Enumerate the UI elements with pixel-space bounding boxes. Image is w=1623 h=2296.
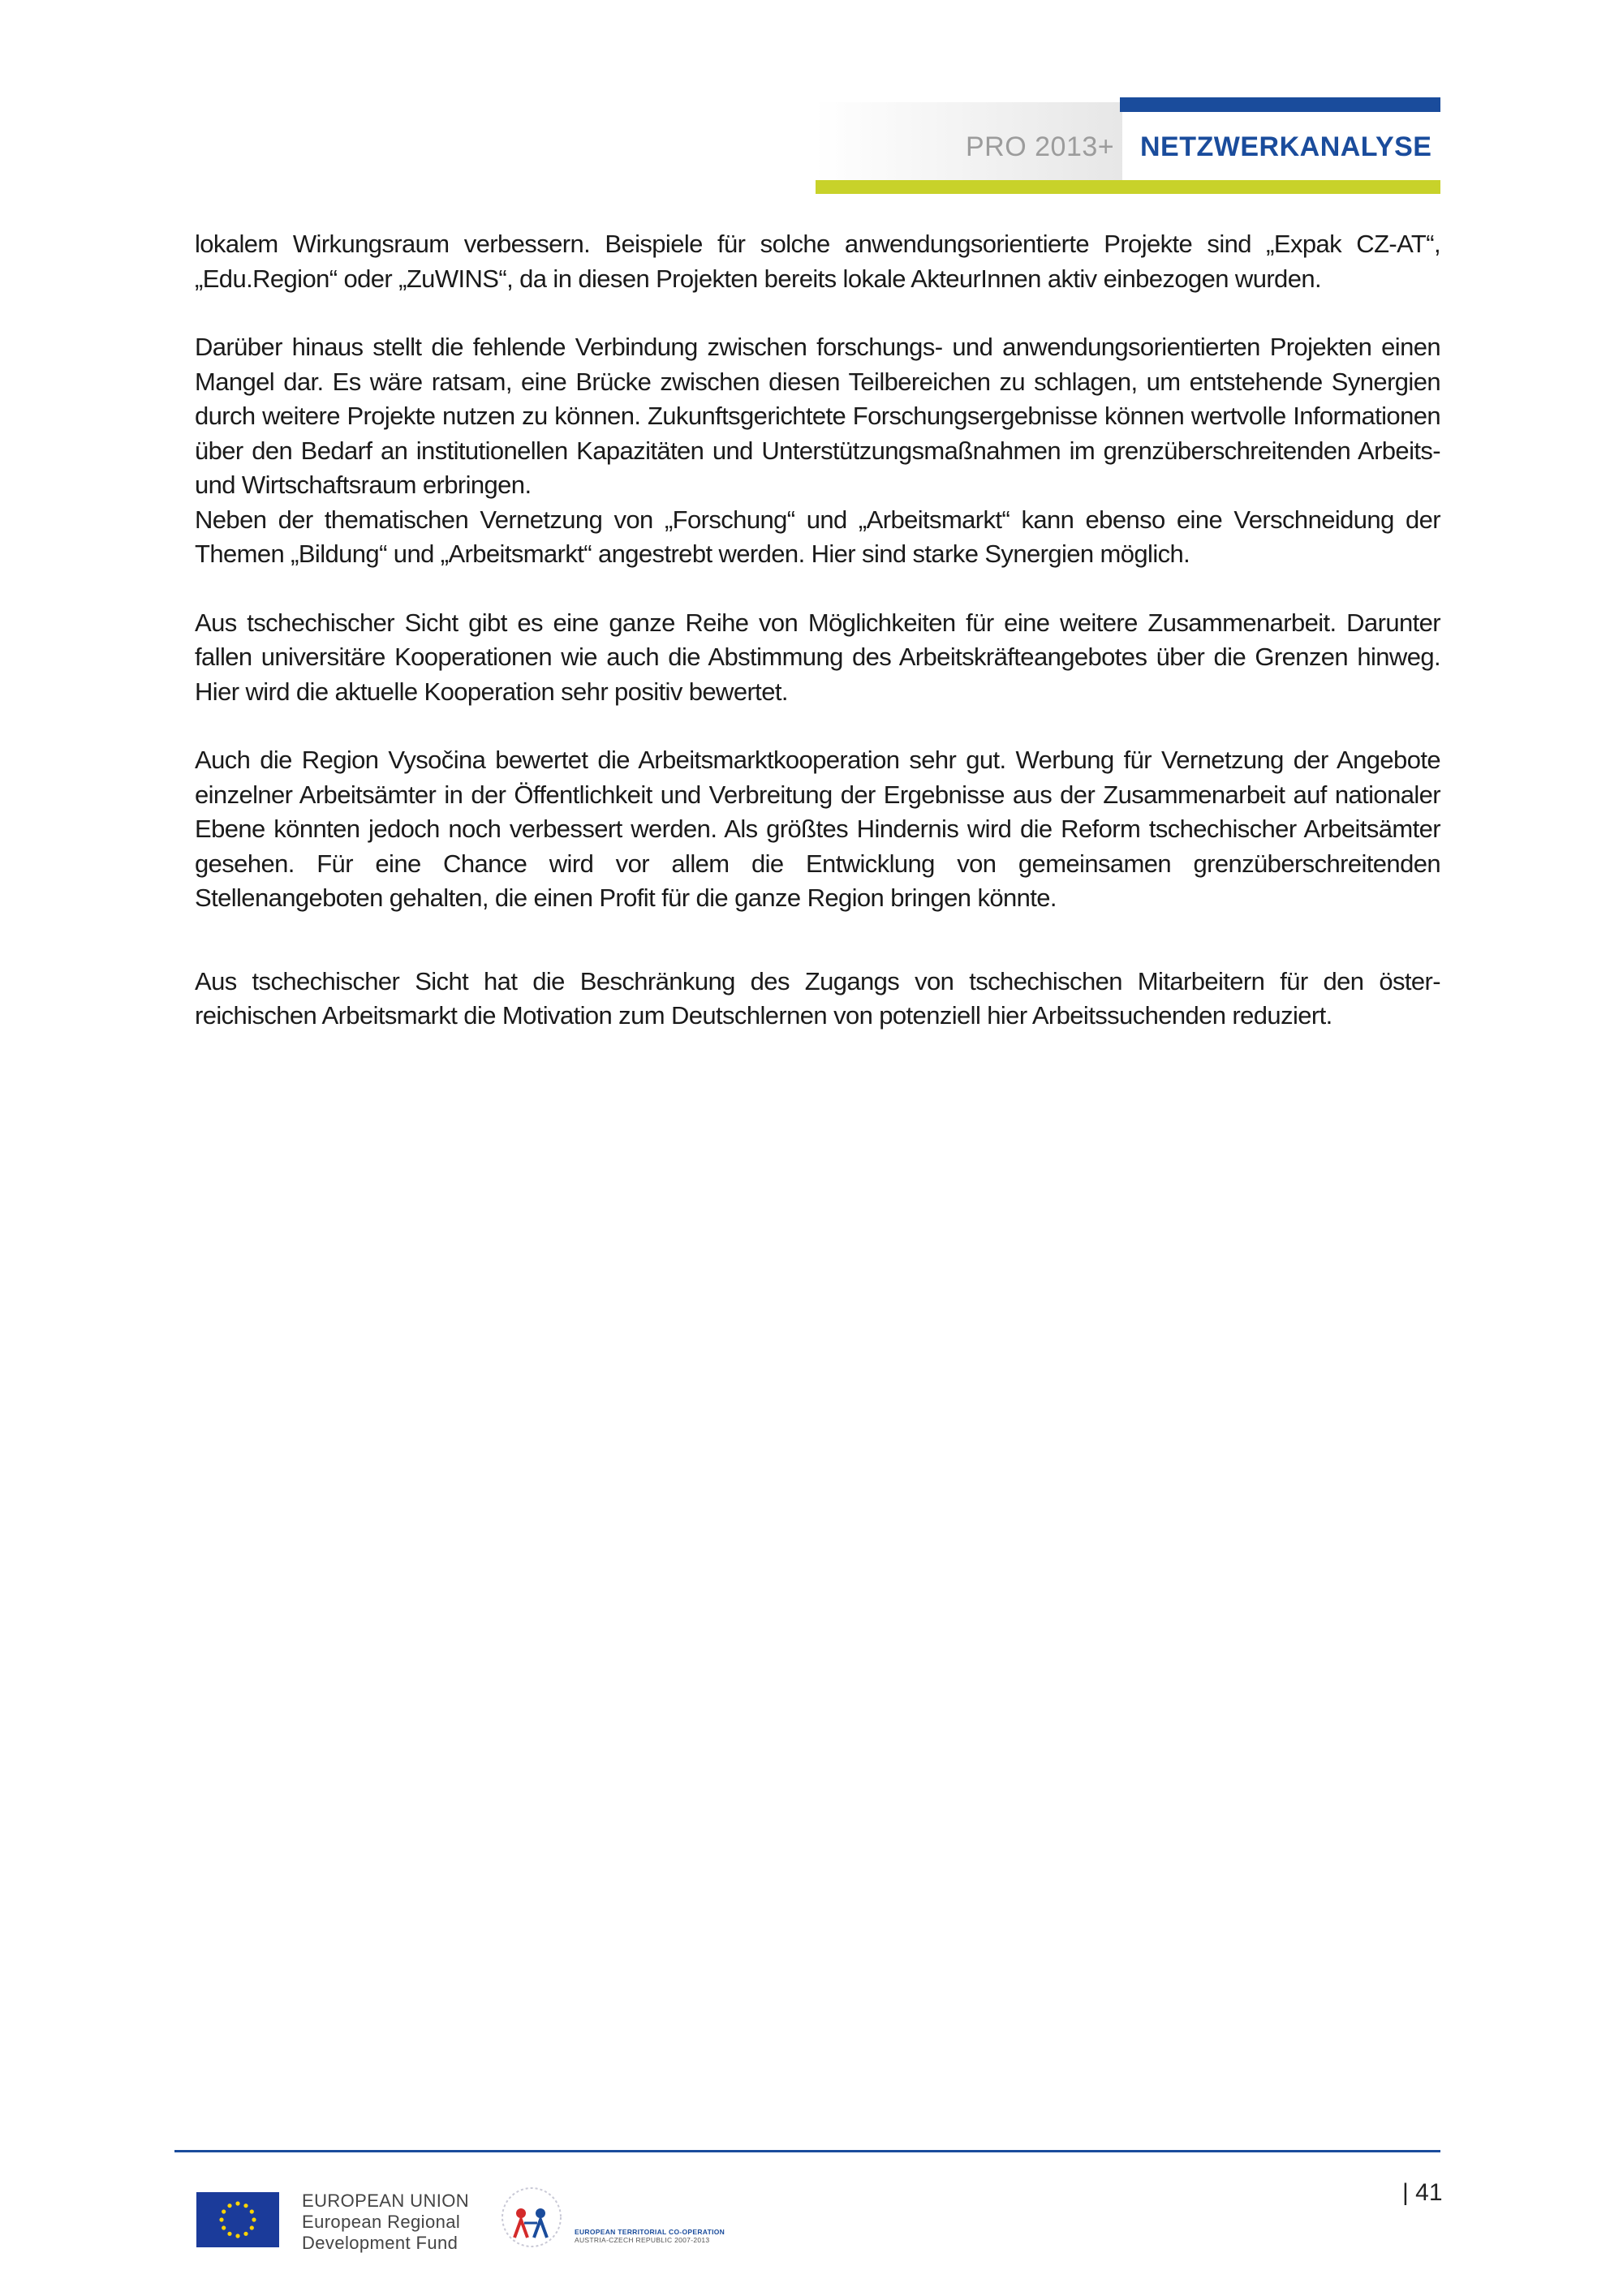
- footer-divider: [174, 2150, 1440, 2152]
- header-pro-label: PRO 2013+: [966, 131, 1115, 162]
- header-title: NETZWERKANALYSE: [1140, 131, 1432, 162]
- paragraph-6: Aus tschechischer Sicht hat die Beschränkung des Zugangs von tschechischen Mitarbeitern für den öster-reichischen Arbeitsmarkt die Motivation zum Deutschlernen von potenziell hier Arbeitssuchenden reduziert.: [195, 966, 1440, 1030]
- eu-flag-icon: [196, 2192, 279, 2247]
- eu-label-line2: European Regional: [302, 2212, 461, 2232]
- paragraph-5: Auch die Region Vysočina bewertet die Arbeitsmarktkooperation sehr gut. Werbung für Vernetzung der Angebote einzelner Arbeitsämter in der Öffentlichkeit und Verbreitung der Ergebnisse aus der Zusammenarbeit auf nationaler Ebene könnten jedoch noch verbessert werden. Als größtes Hindernis wird die Reform tschechischer Arbeitsämter gesehen. Für eine Chance wird vor allem die Entwicklung von gemeinsamen grenzüberschreitenden Stellenangeboten gehalten, die einen Profit für die ganze Region bringen könnte.: [195, 746, 1440, 912]
- eu-fund-label: [302, 2191, 469, 2254]
- header-blue-bar: [1120, 97, 1440, 112]
- eu-label-line3: Development Fund: [302, 2233, 458, 2253]
- page-header: [816, 96, 1440, 195]
- header-yellow-bar: [816, 180, 1440, 194]
- coop-label-line1: EUROPEAN TERRITORIAL CO-OPERATION: [575, 2228, 725, 2236]
- coop-label-line2: AUSTRIA-CZECH REPUBLIC 2007-2013: [575, 2236, 710, 2244]
- cooperation-logo-icon: [495, 2181, 568, 2254]
- paragraph-1: lokalem Wirkungsraum verbessern. Beispiele für solche anwendungsorientierte Projekte sind „Expak CZ-AT“, „Edu.Region“ oder „ZuWINS“, da in diesen Projekten bereits lokale AkteurInnen aktiv einbezogen wurden.: [195, 230, 1440, 293]
- paragraph-4: Aus tschechischer Sicht gibt es eine ganze Reihe von Möglichkeiten für eine weitere Zusammenarbeit. Darunter fallen universitäre Kooperationen wie auch die Abstimmung des Arbeitskräfteangebotes über die Grenzen hinweg. Hier wird die aktuelle Kooperation sehr positiv bewertet.: [195, 608, 1440, 706]
- cooperation-program-label: [575, 2228, 725, 2244]
- eu-label-line1: EUROPEAN UNION: [302, 2191, 470, 2211]
- page-number: | 41: [1402, 2179, 1443, 2206]
- paragraph-2: Darüber hinaus stellt die fehlende Verbindung zwischen forschungs- und anwendungsorientierten Projekten einen Mangel dar. Es wäre ratsam, eine Brücke zwischen diesen Teilbereichen zu schlagen, um entstehende Synergien durch weitere Projekte nutzen zu können. Zukunftsgerichtete Forschungsergebnisse können wertvolle Informationen über den Bedarf an institutionellen Kapazitäten und Unterstützungsmaßnahmen im grenzüberschreitenden Arbeits- und Wirtschaftsraum erbringen.: [195, 333, 1440, 499]
- paragraph-3: Neben der thematischen Vernetzung von „Forschung“ und „Arbeitsmarkt“ kann ebenso eine Verschneidung der Themen „Bildung“ und „Arbeitsmarkt“ angestrebt werden. Hier sind starke Synergien möglich.: [195, 505, 1440, 568]
- document-body: [195, 227, 1440, 1034]
